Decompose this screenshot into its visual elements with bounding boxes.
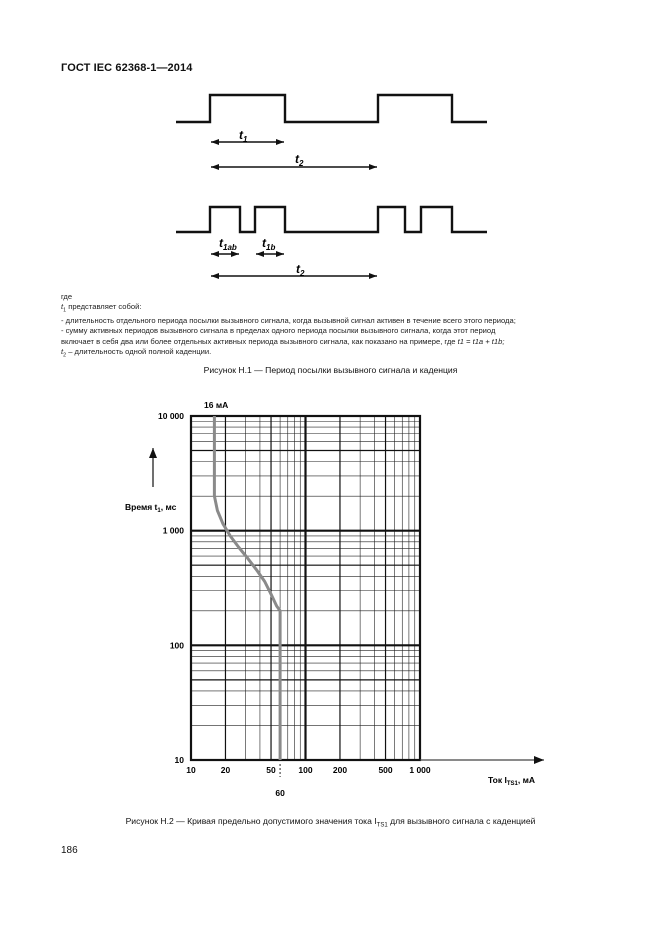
upper-waveform [176,95,487,122]
series-layer [214,416,280,760]
x-extra-tick-label: 60 [275,788,285,798]
ringing-cadence-diagram [0,0,661,300]
y-tick-label: 1 000 [162,525,184,536]
major-grid [191,416,420,760]
notes-item-2-continued: включает в себя два или более отдельных активных периода вызывного сигнала, как показано на примере, где t1 = t1a + t1b; [61,336,505,346]
limit-curve-line [214,416,280,760]
x-tick-label: 100 [298,765,313,775]
t1-label: $t_1$ [239,128,248,144]
current-limit-chart [0,395,661,810]
notes-item-1: - длительность отдельного периода посылки вызывного сигнала, когда вызывной сигнал активен в течение всего этого периода; [61,316,516,326]
lower-waveform [176,207,487,232]
figure-notes [61,292,621,361]
t1b-label: $t_{1b}$ [262,236,276,252]
notes-t1-intro: $t_1$ представляет собой: [61,302,142,314]
page-number: 186 [61,845,78,856]
y-tick-label: 10 [174,755,184,765]
x-tick-label: 1 000 [409,765,431,775]
y-tick-label: 10 000 [158,411,184,421]
notes-item-2: - сумму активных периодов вызывного сигнала в пределах одного периода посылки вызывного сигнала, когда этот период [61,326,496,336]
notes-where: где [61,292,73,301]
notes-t2: $t_2$ – длительность одной полной каденции. [61,347,212,359]
figure-2-caption: Рисунок Н.2 — Кривая предельно допустимого значения тока $I_{TS1}$ для вызывного сигнала с каденцией [125,816,536,829]
t2-label-lower: $t_2$ [296,262,305,278]
x-tick-label: 500 [378,765,393,775]
x-tick-label: 200 [332,765,348,775]
x-tick-label: 20 [220,765,231,775]
x-tick-label: 10 [186,765,196,775]
t2-label-upper: $t_2$ [295,152,304,168]
curve-label: 16 мА [204,400,229,410]
x-axis-label: Ток $I_{TS1}$, мА [488,775,535,787]
t1ab-label: $t_{1ab}$ [219,236,237,252]
document-header: ГОСТ IEC 62368-1—2014 [61,62,193,74]
y-axis-label: Время $t_1$, мс [125,502,177,514]
x-tick-label: 50 [266,765,276,775]
y-tick-label: 100 [169,640,184,651]
figure-1-caption: Рисунок Н.1 — Период посылки вызывного сигнала и каденция [203,365,458,375]
